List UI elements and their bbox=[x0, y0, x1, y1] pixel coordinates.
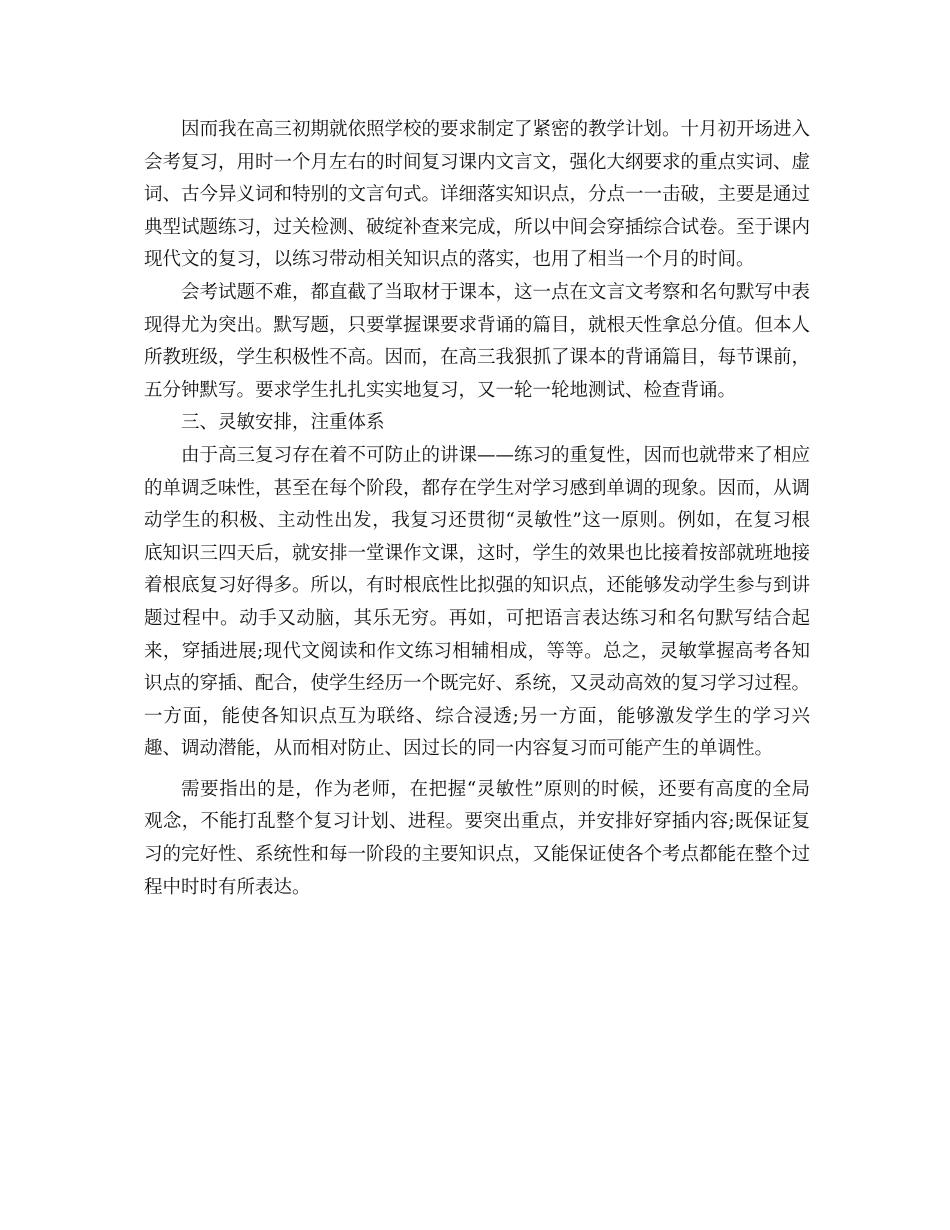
section-heading: 三、灵敏安排，注重体系 bbox=[181, 412, 385, 434]
paragraph-flexibility: 由于高三复习存在着不可防止的讲课——练习的重复性，因而也就带来了相应的单调乏味性，甚至在每个阶段，都存在学生对学习感到单调的现象。因而，从调动学生的积极、主动性出发，我复习还贯彻“灵敏性”这一原则。例如，在复习根底知识三四天后，就安排一堂课作文课，这时，学生的效果也比接着按部就班地接着根底复习好得多。所以，有时根底性比拟强的知识点，还能够发动学生参与到讲题过程中。动手又动脑，其乐无穷。再如，可把语言表达练习和名句默写结合起来，穿插进展;现代文阅读和作文练习相辅相成，等等。总之，灵敏掌握高考各知识点的穿插、配合，使学生经历一个既完好、系统，又灵动高效的复习学习过程。一方面，能使各知识点互为联络、综合浸透;另一方面，能够激发学生的学习兴趣、调动潜能，从而相对防止、因过长的同一内容复习而可能产生的单调性。 bbox=[144, 444, 811, 760]
document-body bbox=[144, 114, 810, 904]
paragraph-teaching-plan: 因而我在高三初期就依照学校的要求制定了紧密的教学计划。十月初开场进入会考复习，用时一个月左右的时间复习课内文言文，强化大纲要求的重点实词、虚词、古今异义词和特别的文言句式。详细落实知识点，分点一一击破，主要是通过典型试题练习，过关检测、破绽补查来完成，所以中间会穿插综合试卷。至于课内现代文的复习，以练习带动相关知识点的落实，也用了相当一个月的时间。 bbox=[144, 119, 811, 271]
paragraph-overall-view: 需要指出的是，作为老师，在把握“灵敏性”原则的时候，还要有高度的全局观念，不能打乱整个复习计划、进程。要突出重点，并安排好穿插内容;既保证复习的完好性、系统性和每一阶段的主要知识点，又能保证使各个考点都能在整个过程中时时有所表达。 bbox=[144, 778, 811, 898]
paragraph-exam-recitation: 会考试题不难，都直截了当取材于课本，这一点在文言文考察和名句默写中表现得尤为突出。默写题，只要掌握课要求背诵的篇目，就根天性拿总分值。但本人所教班级，学生积极性不高。因而，在高三我狠抓了课本的背诵篇目，每节课前，五分钟默写。要求学生扎扎实实地复习，又一轮一轮地测试、检查背诵。 bbox=[144, 281, 811, 401]
